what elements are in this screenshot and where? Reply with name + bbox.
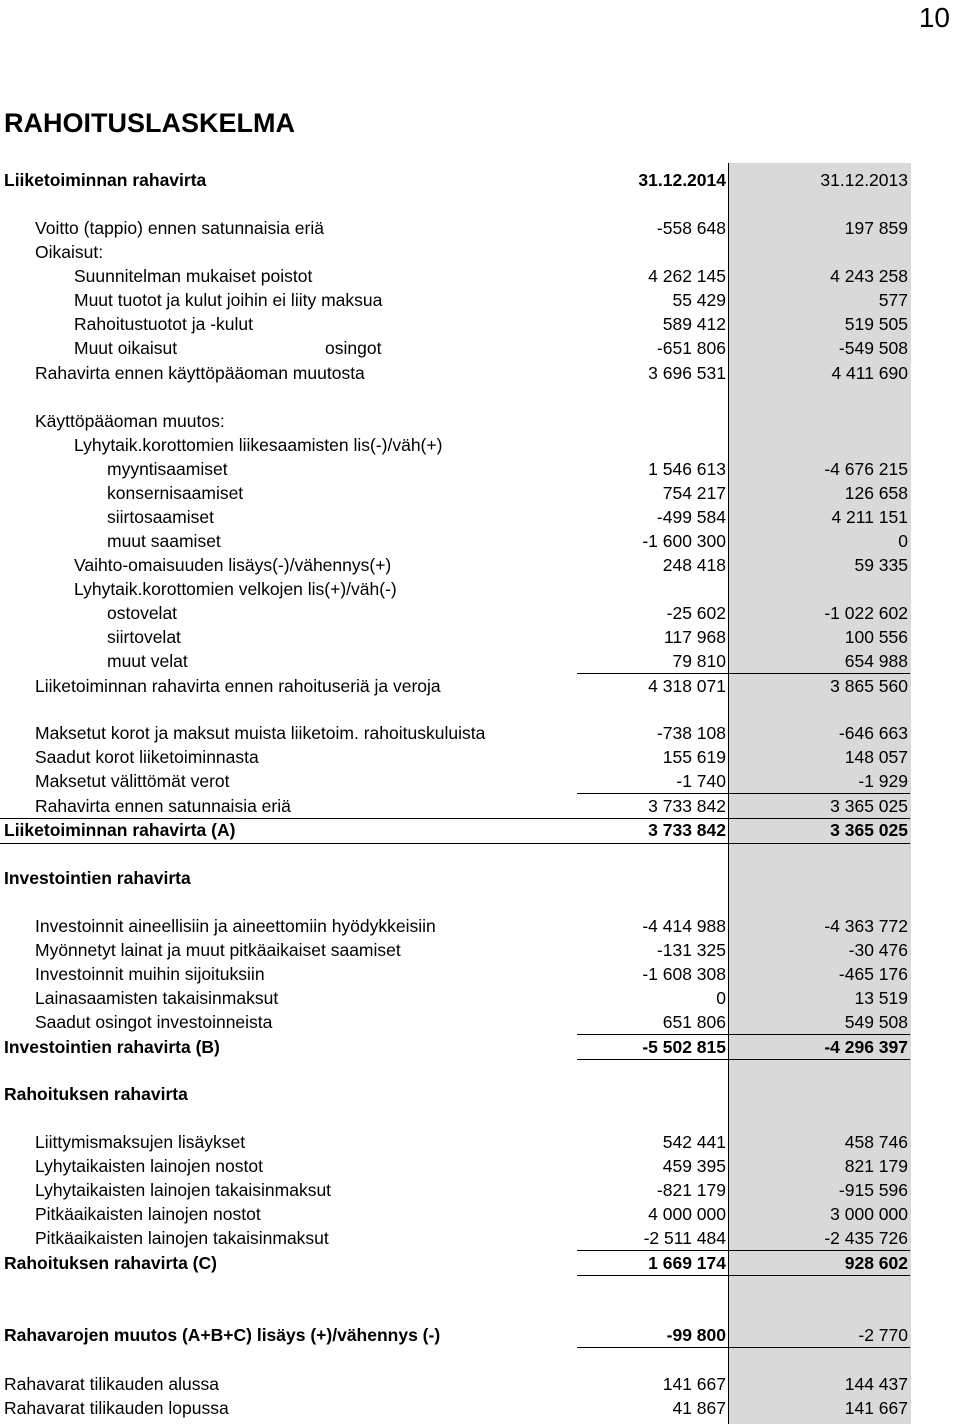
value-2013: -1 022 602: [824, 603, 908, 623]
value-2014: 1 546 613: [648, 459, 726, 479]
total-rule: [0, 843, 577, 844]
row-label: Oikaisut:: [35, 242, 104, 262]
table-row: [0, 240, 960, 264]
table-row: [0, 1154, 960, 1178]
column-header-2013: 31.12.2013: [820, 170, 908, 190]
value-2013: 3 865 560: [830, 676, 908, 696]
table-row: [0, 674, 960, 698]
row-label: Investointien rahavirta (B): [4, 1037, 220, 1057]
total-row: [0, 1251, 960, 1275]
value-2013: -4 676 215: [824, 459, 908, 479]
row-label: Rahavarojen muutos (A+B+C) lisäys (+)/vähennys (-): [4, 1325, 441, 1345]
row-label: muut velat: [107, 651, 188, 671]
row-label: Saadut korot liiketoiminnasta: [35, 747, 259, 767]
total-row: [0, 818, 960, 842]
value-2013: 3 365 025: [830, 796, 908, 816]
value-2014: 4 262 145: [648, 266, 726, 286]
value-2013: 59 335: [854, 555, 908, 575]
value-2014: 3 733 842: [648, 820, 726, 840]
value-2013: -549 508: [838, 338, 908, 358]
value-2013: 148 057: [844, 747, 908, 767]
value-2014: -558 648: [656, 218, 726, 238]
row-label: konsernisaamiset: [107, 483, 244, 503]
row-label: Käyttöpääoman muutos:: [35, 411, 225, 431]
table-row: [0, 1202, 960, 1226]
row-label: Pitkäaikaisten lainojen takaisinmaksut: [35, 1228, 329, 1248]
table-row: [0, 361, 960, 385]
value-2014: 4 318 071: [648, 676, 726, 696]
value-2013: -4 296 397: [824, 1037, 908, 1057]
table-row: [0, 745, 960, 769]
table-row: [0, 529, 960, 553]
section-heading-row: [0, 866, 960, 890]
total-rule: [729, 1347, 910, 1348]
row-label: Rahavarat tilikauden lopussa: [4, 1398, 229, 1418]
table-row: [0, 914, 960, 938]
section-heading-row: [0, 1082, 960, 1106]
row-label: Lyhytaikaisten lainojen nostot: [35, 1156, 263, 1176]
value-2013: 458 746: [844, 1132, 908, 1152]
row-sublabel: osingot: [325, 338, 382, 358]
row-label: Maksetut välittömät verot: [35, 771, 230, 791]
row-label: Rahavirta ennen käyttöpääoman muutosta: [35, 363, 365, 383]
row-label: Voitto (tappio) ennen satunnaisia eriä: [35, 218, 324, 238]
total-rule: [577, 1275, 728, 1276]
value-2014: -99 800: [666, 1325, 726, 1345]
section-heading: Investointien rahavirta: [4, 868, 191, 888]
table-row: [0, 649, 960, 673]
total-rule: [729, 1275, 910, 1276]
value-2014: 1 669 174: [648, 1253, 726, 1273]
value-2013: 821 179: [844, 1156, 908, 1176]
table-row: [0, 1178, 960, 1202]
value-2014: -131 325: [656, 940, 726, 960]
value-2013: 0: [898, 531, 908, 551]
value-2014: -4 414 988: [642, 916, 726, 936]
table-row: [0, 625, 960, 649]
row-label: Liittymismaksujen lisäykset: [35, 1132, 246, 1152]
value-2014: -499 584: [656, 507, 726, 527]
value-2014: 248 418: [662, 555, 726, 575]
row-label: Rahoituksen rahavirta (C): [4, 1253, 217, 1273]
table-row: [0, 409, 960, 433]
value-2014: 0: [716, 988, 726, 1008]
value-2014: 754 217: [662, 483, 726, 503]
table-row: [0, 481, 960, 505]
table-row: [0, 288, 960, 312]
row-label: Liiketoiminnan rahavirta (A): [4, 820, 236, 840]
value-2013: -2 770: [858, 1325, 908, 1345]
value-2014: -1 608 308: [642, 964, 726, 984]
value-2014: -1 600 300: [642, 531, 726, 551]
row-label: myyntisaamiset: [107, 459, 228, 479]
value-2013: 126 658: [844, 483, 908, 503]
value-2013: 549 508: [844, 1012, 908, 1032]
table-row: [0, 1226, 960, 1250]
table-row: [0, 264, 960, 288]
row-label: Suunnitelman mukaiset poistot: [74, 266, 313, 286]
page-number: 10: [918, 2, 950, 33]
row-label: Lyhytaik.korottomien velkojen lis(+)/väh(-): [74, 579, 397, 599]
value-2013: -465 176: [838, 964, 908, 984]
row-label: Muut tuotot ja kulut joihin ei liity maksua: [74, 290, 383, 310]
value-2013: 3 365 025: [830, 820, 908, 840]
value-2013: -646 663: [838, 723, 908, 743]
row-label: Vaihto-omaisuuden lisäys(-)/vähennys(+): [74, 555, 392, 575]
table-row: [0, 336, 960, 360]
table-row: [0, 1372, 960, 1396]
row-label: siirtosaamiset: [107, 507, 214, 527]
table-row: [0, 721, 960, 745]
table-row: [0, 1396, 960, 1420]
value-2014: 589 412: [662, 314, 726, 334]
table-row: [0, 1130, 960, 1154]
value-2014: -1 740: [676, 771, 726, 791]
value-2014: -5 502 815: [642, 1037, 726, 1057]
row-label: Rahavirta ennen satunnaisia eriä: [35, 796, 291, 816]
row-label: Muut oikaisut: [74, 338, 178, 358]
value-2014: -25 602: [666, 603, 726, 623]
value-2013: 13 519: [854, 988, 908, 1008]
section-heading: Rahoituksen rahavirta: [4, 1084, 188, 1104]
value-2013: 144 437: [844, 1374, 908, 1394]
page-title: RAHOITUSLASKELMA: [4, 108, 295, 138]
table-row: [0, 505, 960, 529]
value-2013: -2 435 726: [824, 1228, 908, 1248]
table-row: [0, 769, 960, 793]
total-rule: [577, 1059, 728, 1060]
row-label: Lainasaamisten takaisinmaksut: [35, 988, 279, 1008]
section-heading: Liiketoiminnan rahavirta: [4, 170, 207, 190]
table-row: [0, 1010, 960, 1034]
value-2014: -821 179: [656, 1180, 726, 1200]
value-2014: -2 511 484: [643, 1228, 726, 1248]
value-2014: 79 810: [672, 651, 726, 671]
value-2013: 197 859: [844, 218, 908, 238]
value-2013: 519 505: [844, 314, 908, 334]
table-row: [0, 938, 960, 962]
row-label: Liiketoiminnan rahavirta ennen rahoituseriä ja veroja: [35, 676, 441, 696]
value-2014: 651 806: [662, 1012, 726, 1032]
row-label: Myönnetyt lainat ja muut pitkäaikaiset saamiset: [35, 940, 401, 960]
value-2014: 117 968: [664, 627, 726, 647]
value-2014: 459 395: [662, 1156, 726, 1176]
value-2014: 542 441: [662, 1132, 726, 1152]
row-label: Saadut osingot investoinneista: [35, 1012, 273, 1032]
total-rule: [577, 843, 728, 844]
total-row: [0, 1323, 960, 1347]
value-2013: 928 602: [844, 1253, 908, 1273]
row-label: Lyhytaik.korottomien liikesaamisten lis(-)/väh(+): [74, 435, 443, 455]
total-rule: [729, 1059, 910, 1060]
table-row: [0, 794, 960, 818]
row-label: Lyhytaikaisten lainojen takaisinmaksut: [35, 1180, 332, 1200]
table-row: [0, 457, 960, 481]
value-2013: -4 363 772: [824, 916, 908, 936]
row-label: Investoinnit muihin sijoituksiin: [35, 964, 265, 984]
value-2013: 654 988: [844, 651, 908, 671]
value-2014: -738 108: [656, 723, 726, 743]
table-row: [0, 312, 960, 336]
value-2014: 41 867: [672, 1398, 726, 1418]
table-row: [0, 216, 960, 240]
value-2014: 155 619: [662, 747, 726, 767]
value-2014: -651 806: [656, 338, 726, 358]
value-2014: 3 696 531: [648, 363, 726, 383]
row-label: ostovelat: [107, 603, 178, 623]
table-header: [0, 168, 960, 192]
row-label: Maksetut korot ja maksut muista liiketoim. rahoituskuluista: [35, 723, 486, 743]
value-2014: 141 667: [662, 1374, 726, 1394]
row-label: Rahavarat tilikauden alussa: [4, 1374, 219, 1394]
value-2013: -915 596: [838, 1180, 908, 1200]
total-rule: [577, 1347, 728, 1348]
total-row: [0, 1035, 960, 1059]
column-header-2014: 31.12.2014: [638, 170, 726, 190]
value-2014: 4 000 000: [648, 1204, 726, 1224]
value-2014: 3 733 842: [648, 796, 726, 816]
row-label: siirtovelat: [107, 627, 181, 647]
row-label: Investoinnit aineellisiin ja aineettomiin hyödykkeisiin: [35, 916, 436, 936]
table-row: [0, 962, 960, 986]
value-2013: 4 243 258: [830, 266, 908, 286]
value-2013: 100 556: [844, 627, 908, 647]
row-label: Pitkäaikaisten lainojen nostot: [35, 1204, 261, 1224]
table-row: [0, 553, 960, 577]
value-2013: 577: [878, 290, 908, 310]
total-rule: [729, 843, 910, 844]
row-label: Rahoitustuotot ja -kulut: [74, 314, 253, 334]
table-row: [0, 433, 960, 457]
value-2013: -30 476: [848, 940, 908, 960]
value-2013: 4 211 151: [831, 507, 908, 527]
row-label: muut saamiset: [107, 531, 221, 551]
value-2013: 3 000 000: [830, 1204, 908, 1224]
table-row: [0, 577, 960, 601]
table-row: [0, 601, 960, 625]
value-2014: 55 429: [672, 290, 726, 310]
value-2013: -1 929: [858, 771, 908, 791]
value-2013: 4 411 690: [831, 363, 908, 383]
value-2013: 141 667: [844, 1398, 908, 1418]
table-row: [0, 986, 960, 1010]
